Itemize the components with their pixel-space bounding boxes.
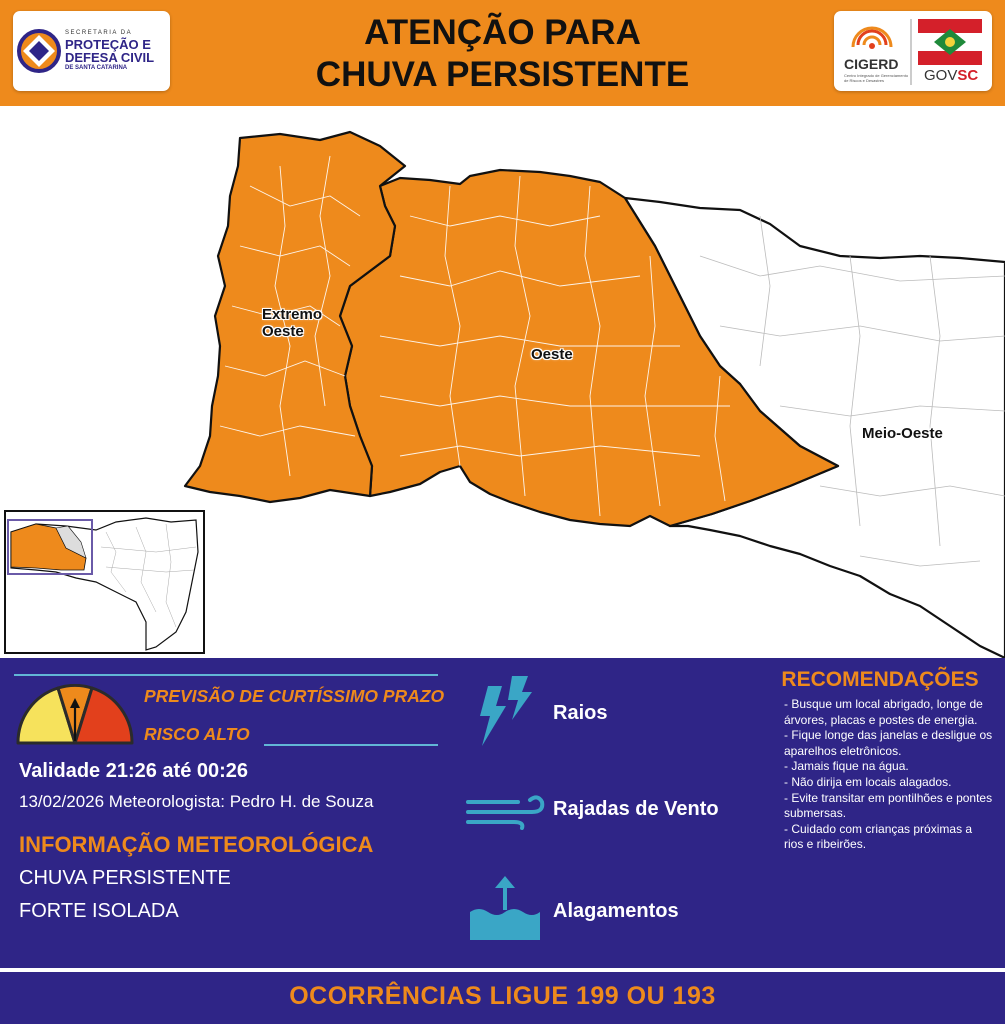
region-label-extremo-oeste-line1: Extremo: [262, 306, 323, 323]
govsc-suffix: SC: [957, 67, 979, 84]
header-bar: [0, 0, 1005, 106]
region-label-extremo-oeste-line2: Oeste: [262, 323, 304, 340]
risk-level-label: RISCO ALTO: [144, 724, 250, 744]
issued-text: 13/02/2026 Meteorologista: Pedro H. de Souza: [19, 792, 374, 811]
recommendation-item: - Busque um local abrigado, longe de árvores, placas e postes de energia.: [784, 697, 983, 727]
wind-icon: [466, 794, 548, 830]
recommendation-item: - Não dirija em locais alagados.: [784, 774, 952, 789]
govsc-label: [924, 67, 978, 84]
forecast-top-rule: [14, 674, 438, 676]
recommendation-item: - Jamais fique na água.: [784, 759, 909, 774]
inset-state-map-svg: [6, 512, 203, 652]
lightning-icon: [476, 676, 534, 748]
cigerd-subtitle2: de Riscos e Desastres: [844, 78, 885, 83]
logo-left-line1: SECRETARIA DA: [65, 30, 133, 36]
region-label-oeste: Oeste: [531, 346, 573, 363]
hazard-raios-label: Raios: [553, 702, 608, 724]
recommendation-item: - Fique longe das janelas e desligue os aparelhos eletrônicos.: [784, 728, 993, 758]
flood-icon: [468, 876, 542, 942]
hazard-alagamentos-label: Alagamentos: [553, 900, 679, 922]
recommendation-item: - Evite transitar em pontilhões e pontes submersas.: [784, 790, 993, 821]
alert-map: [0, 106, 1005, 658]
alert-title-line1: ATENÇÃO PARA: [364, 13, 641, 52]
cigerd-govsc-logos: [834, 11, 992, 91]
region-label-extremo-oeste: [262, 306, 322, 340]
cigerd-signal-icon: [853, 28, 891, 49]
alert-title-line2: CHUVA PERSISTENTE: [315, 55, 690, 94]
cigerd-subtitle1: Centro Integrado de Gerenciamento: [844, 73, 909, 78]
footer-bar: [0, 972, 1005, 1024]
risk-gauge-icon: [14, 684, 136, 746]
region-label-meio-oeste: Meio-Oeste: [862, 425, 943, 442]
logo-left-line4: DE SANTA CATARINA: [65, 65, 128, 71]
logo-left-line3: DEFESA CIVIL: [65, 50, 155, 65]
defesa-civil-logo: [13, 11, 170, 91]
info-heading: INFORMAÇÃO METEOROLÓGICA: [19, 832, 374, 857]
recommendation-item: - Cuidado com crianças próximas a rios e ribeirões.: [784, 821, 973, 852]
logo-left-line2: PROTEÇÃO E: [65, 37, 151, 52]
info-line2: FORTE ISOLADA: [19, 900, 179, 922]
govsc-prefix: GOV: [924, 67, 958, 84]
emergency-phone-text: OCORRÊNCIAS LIGUE 199 OU 193: [289, 982, 716, 1010]
forecast-type-label: PREVISÃO DE CURTÍSSIMO PRAZO: [144, 686, 445, 706]
info-line1: CHUVA PERSISTENTE: [19, 867, 231, 889]
hazard-rajadas-label: Rajadas de Vento: [553, 798, 719, 820]
santa-catarina-flag-icon: [918, 19, 982, 65]
recommendations-heading: RECOMENDAÇÕES: [781, 668, 979, 691]
cigerd-name: CIGERD: [844, 56, 899, 72]
forecast-bottom-rule: [264, 744, 438, 746]
inset-state-map: [4, 510, 205, 654]
alert-title: [200, 12, 805, 96]
recommendations-list: [784, 697, 994, 853]
validity-text: Validade 21:26 até 00:26: [19, 760, 249, 782]
